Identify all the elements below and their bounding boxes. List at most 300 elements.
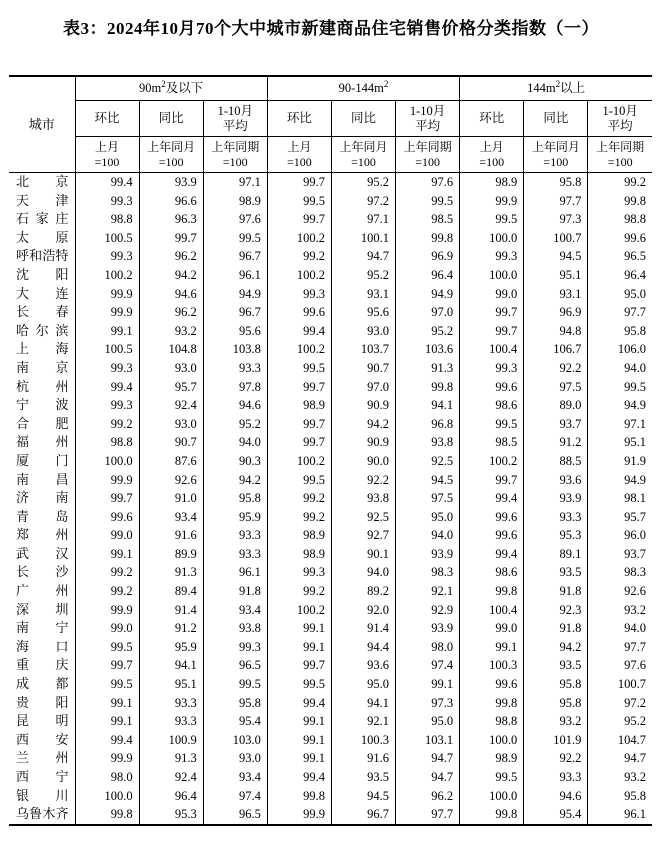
value-cell: 95.3 [139,805,203,825]
value-cell: 97.4 [396,656,460,675]
value-cell: 100.9 [139,731,203,750]
value-cell: 89.1 [524,545,588,564]
value-cell: 94.2 [139,266,203,285]
value-cell: 93.5 [331,768,395,787]
city-cell: 乌鲁木齐 [16,806,69,822]
value-cell: 99.5 [203,229,267,248]
value-cell: 93.7 [588,545,652,564]
value-cell: 99.5 [75,638,139,657]
value-cell: 99.7 [460,322,524,341]
value-cell: 93.3 [139,712,203,731]
city-cell: 海口 [16,638,69,654]
value-cell: 94.4 [331,638,395,657]
value-cell: 90.0 [331,452,395,471]
value-cell: 98.9 [267,396,331,415]
value-cell: 99.4 [75,731,139,750]
value-cell: 93.3 [524,768,588,787]
value-cell: 100.5 [75,340,139,359]
base-line2: =100 [415,154,440,169]
value-cell: 93.3 [203,545,267,564]
value-cell: 93.5 [524,656,588,675]
value-cell: 95.8 [524,675,588,694]
value-cell: 99.5 [267,192,331,211]
value-cell: 99.4 [75,173,139,192]
city-cell: 福州 [16,434,69,450]
city-cell: 沈阳 [16,266,69,282]
value-cell: 92.5 [331,508,395,527]
value-cell: 99.0 [460,619,524,638]
value-cell: 91.6 [139,526,203,545]
value-cell: 93.8 [331,489,395,508]
value-cell: 99.6 [75,508,139,527]
metric-line2: 平均 [222,118,248,133]
base-line1: 上年同月 [147,139,196,154]
value-cell: 99.7 [267,433,331,452]
metric-line1: 同比 [158,111,184,125]
metric-header-row [9,101,652,137]
superscript: 2 [383,78,389,89]
value-cell: 104.7 [588,731,652,750]
city-cell: 厦门 [16,452,69,468]
value-cell: 94.8 [524,322,588,341]
value-cell: 99.3 [75,359,139,378]
city-cell: 兰州 [16,750,69,766]
value-cell: 93.6 [524,471,588,490]
value-cell: 99.1 [460,638,524,657]
value-cell: 99.5 [75,675,139,694]
value-cell: 99.9 [75,749,139,768]
value-cell: 99.6 [460,675,524,694]
value-cell: 96.5 [588,247,652,266]
metric-header-avg [203,101,267,137]
value-cell: 99.1 [75,694,139,713]
value-cell: 93.3 [203,359,267,378]
metric-line1: 环比 [479,111,505,125]
value-cell: 99.9 [75,601,139,620]
value-cell: 100.2 [75,266,139,285]
value-cell: 93.0 [203,749,267,768]
city-cell: 昆明 [16,713,69,729]
value-cell: 95.8 [588,322,652,341]
metric-header-mom [460,101,524,137]
value-cell: 99.6 [267,303,331,322]
value-cell: 99.5 [203,675,267,694]
value-cell: 96.9 [396,247,460,266]
table-row [9,563,652,582]
value-cell: 99.5 [396,192,460,211]
value-cell: 90.3 [203,452,267,471]
value-cell: 95.7 [139,378,203,397]
table-row [9,452,652,471]
value-cell: 94.1 [331,694,395,713]
value-cell: 98.5 [396,210,460,229]
metric-line2: 平均 [415,118,441,133]
value-cell: 99.8 [75,805,139,825]
table-row [9,247,652,266]
base-line2: =100 [479,154,505,169]
value-cell: 106.7 [524,340,588,359]
value-cell: 97.6 [588,656,652,675]
base-line1: 上年同期 [211,139,260,154]
value-cell: 89.9 [139,545,203,564]
value-cell: 94.9 [588,396,652,415]
value-cell: 93.3 [139,694,203,713]
base-line2: =100 [158,154,184,169]
value-cell: 94.7 [396,768,460,787]
value-cell: 95.3 [524,526,588,545]
city-cell: 银川 [16,787,69,803]
value-cell: 99.7 [267,173,331,192]
value-cell: 89.0 [524,396,588,415]
value-cell: 96.7 [203,247,267,266]
city-cell: 济南 [16,490,69,506]
value-cell: 95.8 [588,787,652,806]
value-cell: 99.3 [460,359,524,378]
metric-line2: 平均 [607,118,633,133]
metric-line1: 1-10月 [409,103,446,118]
city-cell: 呼和浩特 [16,248,69,264]
base-header-row [9,137,652,173]
city-header: 城市 [9,76,75,173]
value-cell: 94.5 [331,787,395,806]
value-cell: 100.1 [331,229,395,248]
value-cell: 89.4 [139,582,203,601]
table-row [9,712,652,731]
base-line1: 上年同期 [596,139,645,154]
value-cell: 92.2 [331,471,395,490]
value-cell: 98.3 [396,563,460,582]
value-cell: 99.2 [267,582,331,601]
value-cell: 98.1 [588,489,652,508]
value-cell: 91.2 [139,619,203,638]
value-cell: 93.9 [396,545,460,564]
value-cell: 92.9 [396,601,460,620]
value-cell: 91.3 [139,749,203,768]
value-cell: 92.4 [139,396,203,415]
value-cell: 92.5 [396,452,460,471]
table-body [9,173,652,825]
table-row [9,303,652,322]
value-cell: 93.2 [524,712,588,731]
value-cell: 99.1 [267,749,331,768]
value-cell: 100.3 [331,731,395,750]
value-cell: 93.9 [396,619,460,638]
value-cell: 100.5 [75,229,139,248]
value-cell: 96.4 [139,787,203,806]
table-row [9,526,652,545]
table-header [9,76,652,173]
value-cell: 99.5 [588,378,652,397]
value-cell: 99.9 [75,303,139,322]
value-cell: 98.0 [75,768,139,787]
value-cell: 99.5 [267,675,331,694]
value-cell: 95.1 [139,675,203,694]
value-cell: 93.2 [588,601,652,620]
value-cell: 99.2 [75,415,139,434]
value-cell: 94.2 [331,415,395,434]
metric-header-yoy [331,101,395,137]
value-cell: 99.1 [267,619,331,638]
value-cell: 95.2 [331,173,395,192]
value-cell: 94.0 [588,619,652,638]
table-row [9,415,652,434]
value-cell: 98.9 [203,192,267,211]
city-cell: 宁波 [16,397,69,413]
value-cell: 98.9 [267,545,331,564]
city-cell: 长春 [16,304,69,320]
value-cell: 94.9 [396,285,460,304]
value-cell: 91.0 [139,489,203,508]
value-cell: 100.2 [460,452,524,471]
group-header-below-90 [75,76,267,101]
value-cell: 99.3 [203,638,267,657]
city-cell: 大连 [16,285,69,301]
table-row [9,359,652,378]
value-cell: 94.9 [203,285,267,304]
value-cell: 92.1 [396,582,460,601]
value-cell: 93.5 [524,563,588,582]
city-cell: 成都 [16,676,69,692]
base-line2: =100 [94,154,120,169]
city-cell: 杭州 [16,378,69,394]
value-cell: 94.2 [524,638,588,657]
metric-line1: 1-10月 [602,103,638,118]
base-header-mom [75,137,139,173]
value-cell: 95.0 [396,508,460,527]
table-row [9,582,652,601]
value-cell: 96.7 [203,303,267,322]
value-cell: 97.0 [331,378,395,397]
value-cell: 99.3 [460,247,524,266]
value-cell: 99.5 [267,471,331,490]
value-cell: 103.7 [331,340,395,359]
value-cell: 99.3 [267,563,331,582]
value-cell: 94.2 [203,471,267,490]
value-cell: 97.1 [588,415,652,434]
value-cell: 93.4 [139,508,203,527]
value-cell: 93.0 [139,359,203,378]
value-cell: 93.4 [203,601,267,620]
value-cell: 96.9 [524,303,588,322]
table-row [9,694,652,713]
table-row [9,638,652,657]
value-cell: 94.1 [139,656,203,675]
table-row [9,508,652,527]
value-cell: 91.4 [139,601,203,620]
value-cell: 99.0 [460,285,524,304]
value-cell: 99.8 [460,805,524,825]
value-cell: 92.3 [524,601,588,620]
value-cell: 96.1 [203,563,267,582]
value-cell: 99.2 [267,247,331,266]
base-line2: =100 [607,154,633,169]
value-cell: 94.7 [331,247,395,266]
table-row [9,805,652,825]
base-line2: =100 [222,154,248,169]
value-cell: 95.6 [203,322,267,341]
value-cell: 90.9 [331,396,395,415]
value-cell: 99.1 [267,731,331,750]
city-cell: 天津 [16,192,69,208]
base-header-yoy [331,137,395,173]
value-cell: 99.4 [267,322,331,341]
base-line1: 上年同期 [403,139,452,154]
value-cell: 99.7 [460,471,524,490]
value-cell: 100.0 [75,452,139,471]
value-cell: 100.0 [460,731,524,750]
city-cell: 北京 [16,174,69,189]
value-cell: 100.4 [460,340,524,359]
value-cell: 99.4 [460,545,524,564]
value-cell: 91.2 [524,433,588,452]
table-row [9,285,652,304]
value-cell: 96.3 [139,210,203,229]
value-cell: 99.7 [267,210,331,229]
table-row [9,787,652,806]
value-cell: 92.6 [139,471,203,490]
group-header-above-144 [460,76,652,101]
value-cell: 99.4 [460,489,524,508]
value-cell: 93.8 [203,619,267,638]
value-cell: 94.0 [203,433,267,452]
value-cell: 95.2 [396,322,460,341]
base-line1: 上月 [287,139,312,154]
value-cell: 100.2 [267,452,331,471]
value-cell: 99.9 [75,285,139,304]
value-cell: 94.5 [524,247,588,266]
value-cell: 100.2 [267,266,331,285]
value-cell: 96.1 [588,805,652,825]
value-cell: 99.7 [460,303,524,322]
value-cell: 94.5 [396,471,460,490]
value-cell: 99.3 [75,192,139,211]
base-line1: 上月 [95,139,120,154]
value-cell: 93.9 [139,173,203,192]
value-cell: 103.6 [396,340,460,359]
city-cell: 青岛 [16,508,69,524]
table-row [9,545,652,564]
base-line2: =100 [543,154,569,169]
value-cell: 94.7 [588,749,652,768]
value-cell: 93.0 [139,415,203,434]
city-cell: 太原 [16,229,69,245]
superscript: 2 [555,78,561,89]
value-cell: 98.0 [396,638,460,657]
value-cell: 98.3 [588,563,652,582]
value-cell: 87.6 [139,452,203,471]
value-cell: 93.1 [524,285,588,304]
value-cell: 92.1 [331,712,395,731]
value-cell: 99.4 [267,768,331,787]
value-cell: 99.6 [588,229,652,248]
table-row [9,749,652,768]
value-cell: 93.6 [331,656,395,675]
value-cell: 100.7 [524,229,588,248]
value-cell: 92.4 [139,768,203,787]
value-cell: 99.1 [396,675,460,694]
value-cell: 93.1 [331,285,395,304]
value-cell: 100.2 [267,229,331,248]
value-cell: 99.7 [267,656,331,675]
value-cell: 95.1 [588,433,652,452]
value-cell: 99.8 [588,192,652,211]
group-header-90-144 [267,76,459,101]
table-row [9,229,652,248]
value-cell: 89.2 [331,582,395,601]
value-cell: 92.2 [524,359,588,378]
value-cell: 91.8 [524,582,588,601]
value-cell: 98.9 [460,749,524,768]
metric-header-mom [75,101,139,137]
city-cell: 南宁 [16,620,69,636]
group-header-row [9,76,652,101]
value-cell: 99.7 [75,489,139,508]
value-cell: 96.6 [139,192,203,211]
metric-header-yoy [524,101,588,137]
value-cell: 95.0 [331,675,395,694]
value-cell: 97.8 [203,378,267,397]
value-cell: 99.6 [460,526,524,545]
value-cell: 99.7 [267,415,331,434]
value-cell: 99.2 [267,489,331,508]
group-label: 144m [527,81,556,95]
value-cell: 99.8 [460,694,524,713]
value-cell: 93.0 [331,322,395,341]
value-cell: 99.9 [267,805,331,825]
value-cell: 90.7 [139,433,203,452]
value-cell: 99.3 [75,396,139,415]
value-cell: 96.1 [203,266,267,285]
value-cell: 97.3 [396,694,460,713]
metric-line1: 同比 [350,111,376,125]
value-cell: 99.3 [75,247,139,266]
value-cell: 96.5 [203,805,267,825]
value-cell: 97.0 [396,303,460,322]
base-header-avg [588,137,652,173]
value-cell: 95.7 [588,508,652,527]
value-cell: 98.8 [75,210,139,229]
value-cell: 94.0 [396,526,460,545]
value-cell: 94.1 [396,396,460,415]
value-cell: 92.6 [588,582,652,601]
value-cell: 104.8 [139,340,203,359]
value-cell: 93.3 [524,508,588,527]
value-cell: 98.9 [460,173,524,192]
value-cell: 96.8 [396,415,460,434]
base-line1: 上年同月 [339,139,388,154]
value-cell: 95.1 [524,266,588,285]
group-label: 90m [139,81,162,95]
metric-line1: 1-10月 [217,103,253,118]
price-index-table [9,75,652,826]
value-cell: 103.1 [396,731,460,750]
value-cell: 97.5 [524,378,588,397]
value-cell: 99.1 [75,322,139,341]
value-cell: 96.7 [331,805,395,825]
city-cell: 贵阳 [16,694,69,710]
metric-header-avg [396,101,460,137]
value-cell: 99.8 [460,582,524,601]
value-cell: 99.5 [460,210,524,229]
city-cell: 哈尔滨 [16,322,69,338]
value-cell: 97.2 [331,192,395,211]
city-cell: 广州 [16,583,69,599]
value-cell: 99.2 [267,508,331,527]
value-cell: 93.9 [524,489,588,508]
page-title: 表3：2024年10月70个大中城市新建商品住宅销售价格分类指数（一） [63,19,599,38]
value-cell: 97.2 [588,694,652,713]
value-cell: 99.5 [460,415,524,434]
